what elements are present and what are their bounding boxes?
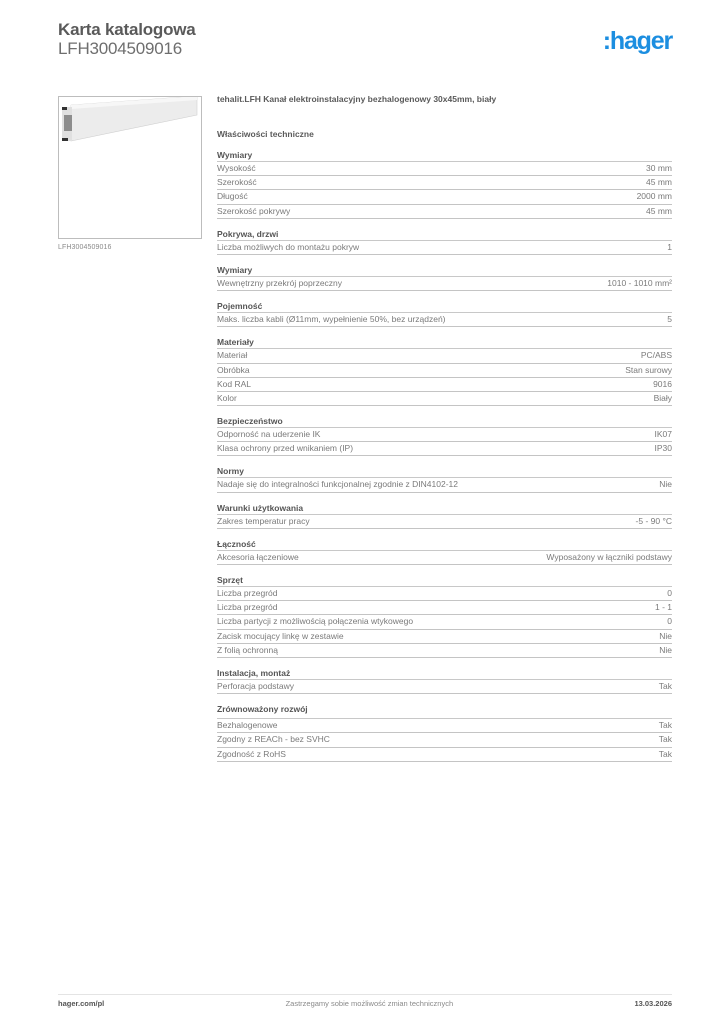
spec-label: Materiał <box>217 350 248 361</box>
spec-row <box>217 719 672 733</box>
hager-logo: :hager <box>602 27 672 55</box>
spec-row <box>217 680 672 694</box>
spec-label: Maks. liczba kabli (Ø11mm, wypełnienie 50%, bez urządzeń) <box>217 314 446 325</box>
group-heading: Sprzęt <box>217 574 672 587</box>
spec-content <box>217 94 672 771</box>
spec-value: IK07 <box>654 429 672 440</box>
spec-value: 5 <box>667 314 672 325</box>
spec-label: Liczba przegród <box>217 602 278 613</box>
spec-row <box>217 378 672 392</box>
spec-value: Nie <box>659 630 672 641</box>
spec-row <box>217 349 672 363</box>
spec-value: 30 mm <box>646 163 672 173</box>
product-image <box>58 96 202 239</box>
spec-label: Szerokość pokrywy <box>217 205 291 216</box>
spec-row <box>217 478 672 492</box>
footer-disclaimer: Zastrzegamy sobie możliwość zmian technicznych <box>285 999 454 1008</box>
spec-value: Tak <box>658 734 672 745</box>
spec-group <box>217 667 672 694</box>
spec-row <box>217 615 672 629</box>
spec-label: Wysokość <box>217 163 256 173</box>
image-caption: LFH3004509016 <box>58 244 112 251</box>
spec-group <box>217 574 672 658</box>
spec-value: 0 <box>667 616 672 627</box>
product-title: tehalit.LFH Kanał elektroinstalacyjny bezhalogenowy 30x45mm, biały <box>217 94 497 104</box>
spec-row <box>217 630 672 644</box>
spec-value: 1 <box>667 241 672 252</box>
spec-value: 2000 mm <box>636 191 672 202</box>
group-heading: Łączność <box>217 538 672 551</box>
spec-value: Biały <box>653 392 672 403</box>
group-heading: Wymiary <box>217 264 672 277</box>
spec-row <box>217 313 672 327</box>
footer-date: 13.03.2026 <box>634 999 672 1008</box>
spec-label: Z folią ochronną <box>217 644 278 655</box>
spec-group <box>217 336 672 406</box>
spec-row <box>217 551 672 565</box>
spec-group <box>217 300 672 327</box>
spec-row <box>217 205 672 219</box>
spec-label: Wewnętrzny przekrój poprzeczny <box>217 277 343 288</box>
spec-row <box>217 748 672 762</box>
group-heading: Normy <box>217 465 672 478</box>
spec-row <box>217 442 672 456</box>
group-heading: Bezpieczeństwo <box>217 415 672 428</box>
spec-group <box>217 502 672 529</box>
spec-label: Długość <box>217 191 248 202</box>
group-heading: Pokrywa, drzwi <box>217 228 672 241</box>
spec-label: Liczba partycji z możliwością połączenia wtykowego <box>217 616 414 627</box>
spec-row <box>217 277 672 291</box>
group-heading: Materiały <box>217 336 672 349</box>
spec-group <box>217 465 672 492</box>
spec-value: 45 mm <box>646 177 672 188</box>
spec-row <box>217 587 672 601</box>
spec-row <box>217 392 672 406</box>
spec-label: Akcesoria łączeniowe <box>217 551 299 562</box>
footer-website[interactable]: hager.com/pl <box>58 999 105 1008</box>
spec-label: Liczba możliwych do montażu pokryw <box>217 241 360 252</box>
spec-label: Odporność na uderzenie IK <box>217 429 321 440</box>
spec-row <box>217 162 672 176</box>
spec-group <box>217 415 672 456</box>
spec-row <box>217 176 672 190</box>
page-footer <box>58 994 672 1008</box>
group-heading: Instalacja, montaż <box>217 667 672 680</box>
spec-row <box>217 515 672 529</box>
spec-value: Nie <box>659 479 672 490</box>
spec-group <box>217 228 672 255</box>
spec-label: Zgodność z RoHS <box>217 748 286 759</box>
spec-value: Tak <box>658 720 672 731</box>
spec-label: Nadaje się do integralności funkcjonalnej zgodnie z DIN4102-12 <box>217 479 458 490</box>
spec-group <box>217 264 672 291</box>
spec-label: Liczba przegród <box>217 588 278 598</box>
spec-label: Szerokość <box>217 177 257 188</box>
spec-label: Klasa ochrony przed wnikaniem (IP) <box>217 443 354 454</box>
spec-value: 45 mm <box>646 205 672 216</box>
spec-groups <box>217 149 672 762</box>
spec-label: Zgodny z REACh - bez SVHC <box>217 734 330 745</box>
group-heading: Warunki użytkowania <box>217 502 672 515</box>
spec-label: Perforacja podstawy <box>217 680 295 691</box>
spec-value: 9016 <box>653 378 672 389</box>
document-title: Karta katalogowa <box>58 20 196 39</box>
group-heading: Zrównoważony rozwój <box>217 703 672 719</box>
spec-group <box>217 149 672 219</box>
spec-row <box>217 644 672 658</box>
spec-value: Tak <box>658 748 672 759</box>
spec-value: -5 - 90 °C <box>635 515 672 526</box>
spec-value: IP30 <box>654 443 672 454</box>
spec-group <box>217 538 672 565</box>
spec-row <box>217 190 672 204</box>
spec-value: Wyposażony w łączniki podstawy <box>546 551 672 562</box>
spec-value: 1010 - 1010 mm² <box>607 277 672 288</box>
spec-label: Kod RAL <box>217 378 252 389</box>
group-heading: Wymiary <box>217 149 672 162</box>
spec-row <box>217 241 672 255</box>
spec-label: Zacisk mocujący linkę w zestawie <box>217 630 344 641</box>
spec-row <box>217 364 672 378</box>
spec-value: 1 - 1 <box>654 602 672 613</box>
spec-row <box>217 601 672 615</box>
group-heading: Pojemność <box>217 300 672 313</box>
spec-value: Nie <box>659 644 672 655</box>
spec-label: Obróbka <box>217 364 250 375</box>
spec-value: Tak <box>658 680 672 691</box>
spec-label: Bezhalogenowe <box>217 720 278 731</box>
spec-label: Zakres temperatur pracy <box>217 515 310 526</box>
spec-label: Kolor <box>217 392 237 403</box>
spec-value: 0 <box>667 588 672 598</box>
cable-trunking-icon <box>59 97 201 238</box>
product-code: LFH3004509016 <box>58 39 183 58</box>
spec-row <box>217 428 672 442</box>
spec-row <box>217 733 672 747</box>
properties-title: Właściwości techniczne <box>217 129 314 139</box>
spec-value: PC/ABS <box>640 350 672 361</box>
spec-value: Stan surowy <box>625 364 672 375</box>
spec-group <box>217 703 672 762</box>
